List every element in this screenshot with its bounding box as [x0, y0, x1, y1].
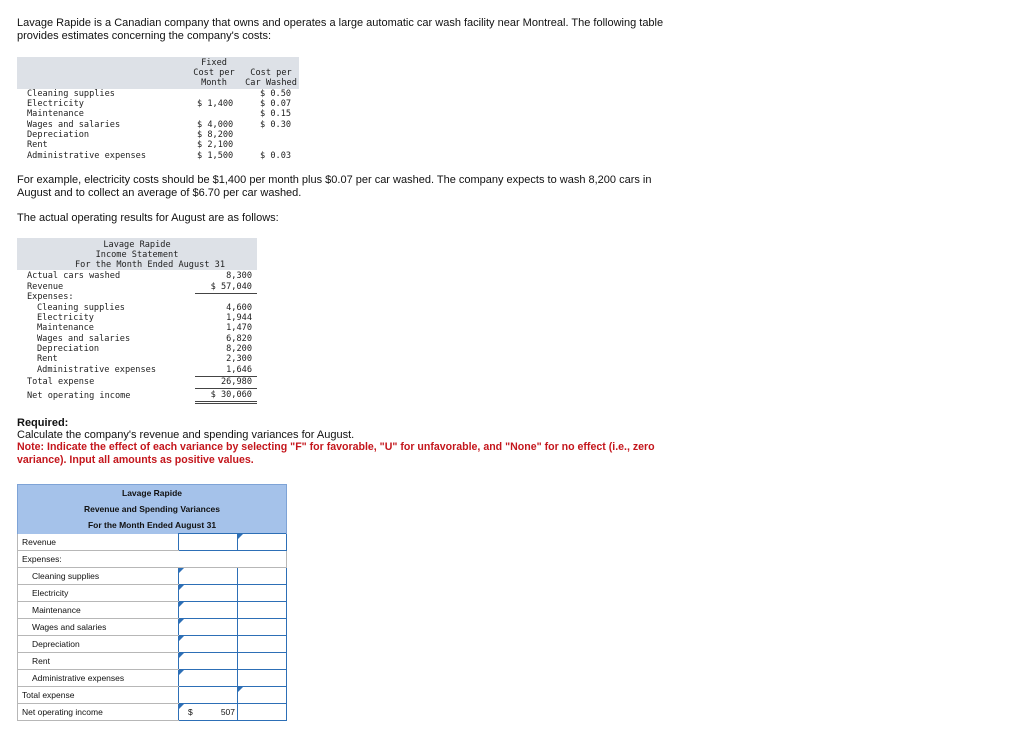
dropdown-marker-icon: [179, 568, 184, 573]
expense-label: Maintenance: [37, 323, 94, 333]
cost-row-var: $ 0.50: [260, 89, 292, 99]
dropdown-marker-icon: [179, 670, 184, 675]
table-row: [18, 619, 287, 636]
total-expense-effect-select[interactable]: [238, 687, 287, 704]
answer-expense-label: Maintenance: [18, 602, 179, 619]
income-subtitle: Income Statement: [95, 250, 179, 260]
rule: [195, 403, 257, 404]
cost-row-label: Maintenance: [27, 109, 84, 119]
var-header-2: Car Washed: [245, 78, 297, 88]
fixed-header-2: Cost per: [193, 68, 235, 78]
table-row: [18, 534, 287, 551]
cost-row-label: Depreciation: [27, 130, 90, 140]
answer-period: For the Month Ended August 31: [18, 517, 287, 534]
cost-row-fixed: $ 1,500: [197, 151, 234, 161]
expense-value: 6,820: [226, 334, 252, 344]
variance-table: [17, 484, 287, 721]
depreciation-effect-select[interactable]: [238, 636, 287, 653]
example-text: For example, electricity costs should be $1,400 per month plus $0.07 per car washed. The company expects to wash 8,200 cars in August and to collect an average of $6.70 per car washed.: [17, 174, 652, 199]
answer-expenses-label: Expenses:: [18, 551, 179, 568]
rule: [195, 388, 257, 389]
answer-title: Lavage Rapide: [18, 485, 287, 502]
income-title: Lavage Rapide: [103, 240, 171, 250]
net-currency: $: [188, 707, 193, 717]
cars-value: 8,300: [226, 271, 252, 281]
expense-value: 1,646: [226, 365, 252, 375]
table-row: [18, 653, 287, 670]
dropdown-marker-icon: [238, 687, 243, 692]
table-row: [18, 687, 287, 704]
cars-label: Actual cars washed: [27, 271, 121, 281]
cleaning-supplies-amount-input[interactable]: [179, 568, 238, 585]
revenue-effect-select[interactable]: [238, 534, 287, 551]
cleaning-supplies-effect-select[interactable]: [238, 568, 287, 585]
dropdown-marker-icon: [179, 619, 184, 624]
cost-row-fixed: $ 2,100: [197, 140, 234, 150]
electricity-effect-select[interactable]: [238, 585, 287, 602]
answer-expense-label: Administrative expenses: [18, 670, 179, 687]
rule: [195, 401, 257, 402]
fixed-header-3: Month: [201, 78, 227, 88]
admin-effect-select[interactable]: [238, 670, 287, 687]
cost-row-var: $ 0.30: [260, 120, 292, 130]
expense-value: 8,200: [226, 344, 252, 354]
cost-row-fixed: $ 8,200: [197, 130, 234, 140]
table-row: [18, 585, 287, 602]
answer-expense-label: Wages and salaries: [18, 619, 179, 636]
depreciation-amount-input[interactable]: [179, 636, 238, 653]
income-period: For the Month Ended August 31: [74, 260, 226, 270]
table-row: [18, 670, 287, 687]
answer-expense-label: Depreciation: [18, 636, 179, 653]
revenue-label: Revenue: [27, 282, 64, 292]
net-income-value: 507: [220, 707, 235, 717]
answer-total-label: Total expense: [18, 687, 179, 704]
cost-row-label: Cleaning supplies: [27, 89, 115, 99]
table-row: [18, 636, 287, 653]
cost-row-fixed: $ 1,400: [197, 99, 234, 109]
fixed-header-1: Fixed: [201, 58, 227, 68]
required-heading: Required:: [17, 417, 69, 429]
cost-row-var: $ 0.03: [260, 151, 292, 161]
cost-row-label: Electricity: [27, 99, 84, 109]
empty-cell: [238, 551, 287, 568]
required-text: Calculate the company's revenue and spending variances for August.: [17, 429, 355, 441]
dropdown-marker-icon: [179, 653, 184, 658]
expense-value: 4,600: [226, 303, 252, 313]
expense-label: Depreciation: [37, 344, 100, 354]
dropdown-marker-icon: [179, 602, 184, 607]
answer-expense-label: Electricity: [18, 585, 179, 602]
table-row: [18, 704, 287, 721]
maintenance-amount-input[interactable]: [179, 602, 238, 619]
cost-row-label: Rent: [27, 140, 48, 150]
dropdown-marker-icon: [179, 636, 184, 641]
expense-label: Rent: [37, 354, 58, 364]
wages-effect-select[interactable]: [238, 619, 287, 636]
wages-amount-input[interactable]: [179, 619, 238, 636]
rule: [195, 293, 257, 294]
cost-row-label: Wages and salaries: [27, 120, 121, 130]
revenue-value: $ 57,040: [210, 282, 252, 292]
total-expense-amount-input[interactable]: [179, 687, 238, 704]
net-income-amount-input[interactable]: [179, 704, 238, 721]
table-row: [18, 568, 287, 585]
cost-row-var: $ 0.07: [260, 99, 292, 109]
rent-effect-select[interactable]: [238, 653, 287, 670]
maintenance-effect-select[interactable]: [238, 602, 287, 619]
net-income-label: Net operating income: [27, 391, 131, 401]
expense-value: 1,470: [226, 323, 252, 333]
dropdown-marker-icon: [179, 704, 184, 709]
net-income-effect-select[interactable]: [238, 704, 287, 721]
net-income-value: $ 30,060: [210, 390, 252, 400]
revenue-amount-input[interactable]: [179, 534, 238, 551]
expense-label: Administrative expenses: [37, 365, 156, 375]
cost-row-label: Administrative expenses: [27, 151, 146, 161]
answer-expense-label: Cleaning supplies: [18, 568, 179, 585]
answer-expense-label: Rent: [18, 653, 179, 670]
table-row: [18, 551, 287, 568]
dropdown-marker-icon: [238, 534, 243, 539]
var-header-1: Cost per: [250, 68, 292, 78]
dropdown-marker-icon: [179, 585, 184, 590]
empty-cell: [179, 551, 238, 568]
table-row: [18, 602, 287, 619]
expense-label: Cleaning supplies: [37, 303, 125, 313]
admin-amount-input[interactable]: [179, 670, 238, 687]
answer-revenue-label: Revenue: [18, 534, 179, 551]
required-note: Note: Indicate the effect of each variance by selecting "F" for favorable, "U" for unfavorable, and "None" for no effect (i.e., zero variance). Input all amounts as positive values.: [17, 441, 655, 466]
expenses-label: Expenses:: [27, 292, 74, 302]
answer-net-label: Net operating income: [18, 704, 179, 721]
answer-subtitle: Revenue and Spending Variances: [18, 501, 287, 517]
rent-amount-input[interactable]: [179, 653, 238, 670]
expense-value: 2,300: [226, 354, 252, 364]
total-expense-label: Total expense: [27, 377, 95, 387]
electricity-amount-input[interactable]: [179, 585, 238, 602]
expense-label: Electricity: [37, 313, 94, 323]
expense-value: 1,944: [226, 313, 252, 323]
cost-row-var: $ 0.15: [260, 109, 292, 119]
expense-label: Wages and salaries: [37, 334, 131, 344]
total-expense-value: 26,980: [220, 377, 252, 387]
cost-row-fixed: $ 4,000: [197, 120, 234, 130]
intro-text: Lavage Rapide is a Canadian company that owns and operates a large automatic car wash facility near Montreal. The following table provides estimates concerning the company's costs:: [17, 17, 664, 42]
actual-intro-text: The actual operating results for August are as follows:: [17, 212, 279, 224]
